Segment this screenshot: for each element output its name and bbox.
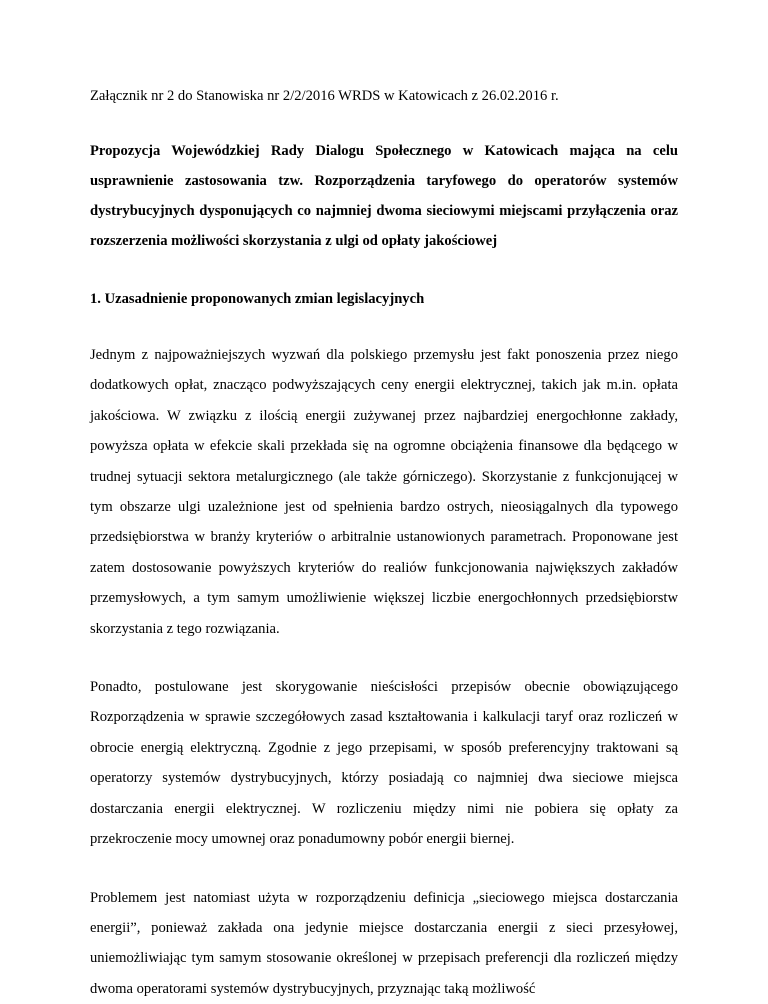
paragraph-1: Jednym z najpoważniejszych wyzwań dla polskiego przemysłu jest fakt ponoszenia przez niego dodatkowych opłat, znacząco podwyższających ceny energii elektrycznej, takich jak m.in. opłata jakościowa. W związku z ilością energii zużywanej przez najbardziej energochłonne zakłady, powyższa opłata w efekcie skali przekłada się na ogromne obciążenia finansowe dla będącego w trudnej sytuacji sektora metalurgicznego (ale także górniczego). Skorzystanie z funkcjonującej w tym obszarze ulgi uzależnione jest od spełnienia bardzo ostrych, nieosiągalnych dla typowego przedsiębiorstwa w branży kryteriów o arbitralnie ustanowionych parametrach. Proponowane jest zatem dostosowanie powyższych kryteriów do realiów funkcjonowania największych zakładów przemysłowych, a tym samym umożliwienie większej liczbie energochłonnych przedsiębiorstw skorzystania z tego rozwiązania. bbox=[90, 340, 678, 644]
attachment-line: Załącznik nr 2 do Stanowiska nr 2/2/2016 WRDS w Katowicach z 26.02.2016 r. bbox=[90, 82, 678, 110]
document-title: Propozycja Wojewódzkiej Rady Dialogu Społecznego w Katowicach mająca na celu usprawnienie zastosowania tzw. Rozporządzenia taryfowego do operatorów systemów dystrybucyjnych dysponujących co najmniej dwoma sieciowymi miejscami przyłączenia oraz rozszerzenia możliwości skorzystania z ulgi od opłaty jakościowej bbox=[90, 136, 678, 256]
document-page bbox=[90, 82, 678, 1004]
paragraph-3: Problemem jest natomiast użyta w rozporządzeniu definicja „sieciowego miejsca dostarczania energii”, ponieważ zakłada ona jedynie miejsce dostarczania energii z sieci przesyłowej, uniemożliwiając tym samym stosowanie określonej w przepisach preferencji dla rozliczeń między dwoma operatorami systemów dystrybucyjnych, przyznając taką możliwość bbox=[90, 883, 678, 1004]
section-heading: 1. Uzasadnienie proponowanych zmian legislacyjnych bbox=[90, 284, 678, 314]
paragraph-2: Ponadto, postulowane jest skorygowanie nieścisłości przepisów obecnie obowiązującego Rozporządzenia w sprawie szczegółowych zasad kształtowania i kalkulacji taryf oraz rozliczeń w obrocie energią elektryczną. Zgodnie z jego przepisami, w sposób preferencyjny traktowani są operatorzy systemów dystrybucyjnych, którzy posiadają co najmniej dwa sieciowe miejsca dostarczania energii elektrycznej. W rozliczeniu między nimi nie pobiera się opłaty za przekroczenie mocy umownej oraz ponadumowny pobór energii biernej. bbox=[90, 672, 678, 854]
